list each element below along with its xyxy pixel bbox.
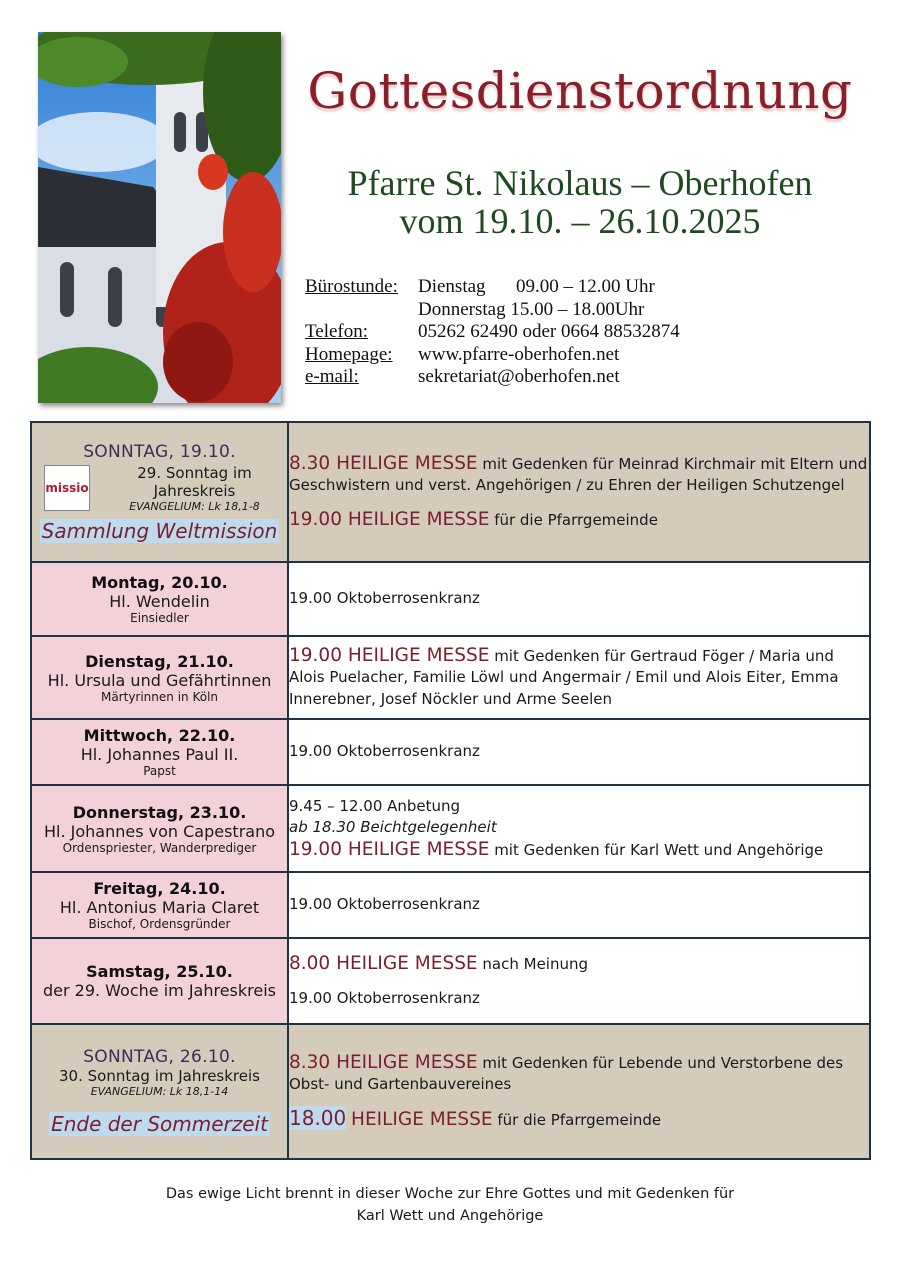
mass-text: mit Gedenken für Gertraud Föger / Maria und Alois Puelacher, Familie Löwl und Angermair / Emil und Alois Eiter, Emma Innerebner, Josef Nöckler und Arme Seelen (289, 646, 839, 708)
email-link[interactable]: sekretariat@oberhofen.net (418, 366, 620, 387)
date-range: vom 19.10. – 26.10.2025 (399, 201, 761, 241)
office-hours-time1: 09.00 – 12.00 Uhr (516, 276, 655, 297)
evangelium-ref: Lk 18,1-14 (169, 1085, 229, 1098)
church-photo (38, 32, 281, 403)
footer-line2: Karl Wett und Angehörige (356, 1208, 544, 1224)
mass-text: mit Gedenken für Meinrad Kirchmair mit Eltern und Geschwistern und verst. Angehörigen / zu Ehren der Heiligen Schutzengel (289, 454, 868, 495)
missio-logo: missio (44, 465, 90, 511)
saint-name: Hl. Ursula und Gefährtinnen (47, 670, 272, 690)
event-cell (288, 422, 870, 562)
mass-title: 19.00 HEILIGE MESSE (289, 838, 490, 860)
day-cell (31, 1024, 288, 1159)
mass-title: 8.00 HEILIGE MESSE (289, 953, 478, 974)
saint-name: Hl. Johannes Paul II. (80, 745, 239, 764)
mass-text: mit Gedenken für Karl Wett und Angehörige (494, 840, 824, 859)
day-line2: 29. Sonntag im (137, 463, 252, 482)
mass-title: HEILIGE MESSE (351, 1108, 493, 1130)
day-cell (31, 719, 288, 785)
schedule-row-thursday (31, 785, 870, 872)
mass-text: für die Pfarrgemeinde (497, 1110, 662, 1129)
event-text: 9.45 – 12.00 Anbetung (289, 796, 461, 815)
event-cell (288, 562, 870, 636)
event-cell (288, 636, 870, 719)
office-info (305, 276, 680, 389)
highlight-note: Ende der Sommerzeit (51, 1112, 268, 1136)
schedule-row-sunday-26 (31, 1024, 870, 1159)
schedule-row-tuesday (31, 636, 870, 719)
page-title: Gottesdienstordnung (307, 62, 853, 120)
footer-line1: Das ewige Licht brennt in dieser Woche zur Ehre Gottes und mit Gedenken für (165, 1186, 735, 1202)
mass-title: 8.30 HEILIGE MESSE (289, 452, 478, 474)
mass-time: 18.00 (289, 1105, 347, 1130)
event-cell (288, 872, 870, 938)
event-cell (288, 938, 870, 1024)
event-text: 19.00 Oktoberrosenkranz (289, 895, 480, 914)
saint-sub: Ordenspriester, Wanderprediger (62, 840, 257, 855)
schedule-row-monday (31, 562, 870, 636)
event-cell (288, 785, 870, 872)
homepage-link[interactable]: www.pfarre-oberhofen.net (418, 343, 620, 365)
evangelium-label: EVANGELIUM: (90, 1085, 167, 1098)
day-name: Freitag, 24.10. (93, 879, 226, 898)
day-name: SONNTAG, 19.10. (83, 441, 236, 462)
day-name: Donnerstag, 23.10. (72, 802, 247, 822)
event-text: 19.00 Oktoberrosenkranz (289, 742, 480, 761)
schedule-row-friday (31, 872, 870, 938)
schedule-table (30, 421, 871, 1160)
day-name: Dienstag, 21.10. (85, 651, 234, 671)
mass-text: für die Pfarrgemeinde (494, 510, 658, 529)
church-illustration (38, 32, 281, 403)
saint-sub: Papst (143, 764, 176, 778)
saint-sub: Bischof, Ordensgründer (88, 917, 231, 931)
email-label: e-mail: (305, 366, 359, 387)
day-cell (31, 636, 288, 719)
parish-header (300, 164, 860, 240)
schedule-row-wednesday (31, 719, 870, 785)
mass-title: 19.00 HEILIGE MESSE (289, 508, 490, 530)
schedule-row-sunday-19 (31, 422, 870, 562)
mass-title: 19.00 HEILIGE MESSE (289, 644, 490, 666)
schedule-row-saturday (31, 938, 870, 1024)
office-hours-day1: Dienstag (418, 276, 486, 297)
parish-name: Pfarre St. Nikolaus – Oberhofen (347, 163, 813, 203)
day-line3: Jahreskreis (153, 481, 236, 500)
saint-name: Hl. Johannes von Capestrano (43, 821, 276, 841)
event-text: 19.00 Oktoberrosenkranz (289, 589, 480, 608)
saint-name: Hl. Antonius Maria Claret (59, 898, 260, 917)
office-hours-line2: Donnerstag 15.00 – 18.00Uhr (418, 298, 645, 320)
saint-sub: Märtyrinnen in Köln (100, 689, 219, 704)
day-cell (31, 422, 288, 562)
event-cell (288, 1024, 870, 1159)
phone-value: 05262 62490 oder 0664 88532874 (418, 321, 680, 342)
saint-sub: Einsiedler (130, 611, 189, 625)
day-cell (31, 785, 288, 872)
phone-label: Telefon: (305, 321, 369, 342)
saint-name: der 29. Woche im Jahreskreis (42, 981, 277, 1000)
saint-name: Hl. Wendelin (109, 592, 210, 611)
event-cell (288, 719, 870, 785)
day-name: SONNTAG, 26.10. (83, 1047, 236, 1067)
evangelium-ref: Lk 18,1-8 (208, 499, 260, 513)
day-line2: 30. Sonntag im Jahreskreis (59, 1067, 260, 1085)
footer-note (100, 1183, 800, 1227)
mass-text: nach Meinung (482, 955, 589, 973)
highlight-note: Sammlung Weltmission (41, 518, 278, 543)
evangelium-label: EVANGELIUM: (129, 499, 205, 513)
event-text: 19.00 Oktoberrosenkranz (289, 988, 480, 1007)
office-hours-label: Bürostunde: (305, 276, 398, 297)
event-text: ab 18.30 Beichtgelegenheit (289, 818, 497, 837)
day-name: Mittwoch, 22.10. (83, 726, 236, 745)
day-name: Montag, 20.10. (91, 573, 228, 592)
mass-text: mit Gedenken für Lebende und Verstorbene des Obst- und Gartenbauvereines (289, 1053, 844, 1094)
day-name: Samstag, 25.10. (86, 962, 233, 981)
day-cell (31, 562, 288, 636)
day-cell (31, 938, 288, 1024)
homepage-label: Homepage: (305, 343, 393, 365)
day-cell (31, 872, 288, 938)
mass-title: 8.30 HEILIGE MESSE (289, 1051, 478, 1073)
